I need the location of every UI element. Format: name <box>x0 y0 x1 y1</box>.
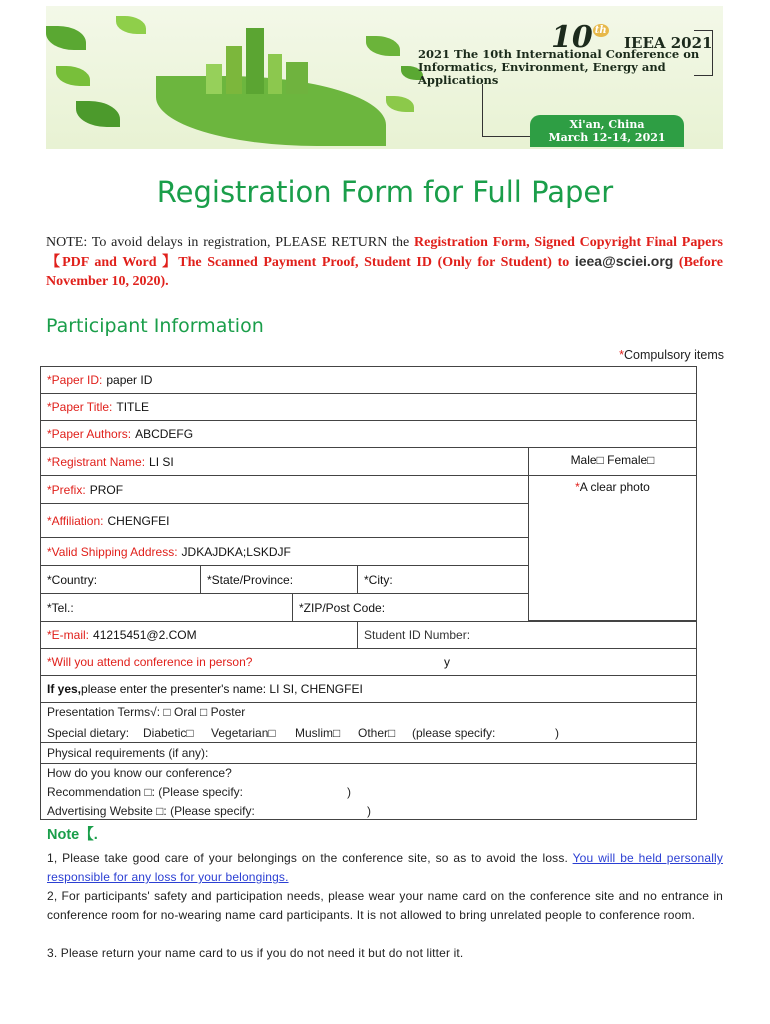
note-item-1: 1, Please take good care of your belongings on the conference site, so as to avoid the loss. You will be held personally responsible for any loss for your belongings. <box>47 851 723 884</box>
leaf-decoration <box>386 96 414 112</box>
paper-id-field[interactable]: *Paper ID: paper ID <box>40 366 697 394</box>
contact-email: ieea@sciei.org <box>574 253 674 269</box>
edition-number: 10 $^{th}$ <box>551 20 607 55</box>
city-building <box>246 28 264 94</box>
compulsory-legend: *Compulsory items <box>619 348 724 362</box>
attend-in-person-field[interactable]: *Will you attend conference in person? y <box>40 648 697 676</box>
gender-options[interactable]: Male□ Female□ <box>528 447 697 476</box>
email-field[interactable]: *E-mail: 41215451@2.COM <box>40 621 358 649</box>
conference-name: 2021 The 10th International Conference on Informatics, Environment, Energy and Applications <box>418 47 700 87</box>
city-building <box>268 54 282 94</box>
shipping-address-field[interactable]: *Valid Shipping Address: JDKAJDKA;LSKDJF <box>40 537 529 566</box>
advertising-option[interactable]: Advertising Website □: (Please specify: ) <box>47 804 371 818</box>
photo-box[interactable]: * A clear photo <box>528 475 697 621</box>
affiliation-field[interactable]: *Affiliation: CHENGFEI <box>40 503 529 538</box>
prefix-field[interactable]: *Prefix: PROF <box>40 475 529 504</box>
note-item-3: 3. Please return your name card to us if you do not need it but do not litter it. <box>47 946 464 960</box>
leaf-decoration <box>46 26 86 50</box>
leaf-decoration <box>366 36 400 56</box>
paper-authors-field[interactable]: *Paper Authors: ABCDEFG <box>40 420 697 448</box>
recommendation-option[interactable]: Recommendation □: (Please specify: ) <box>47 785 351 799</box>
notes-heading: Note【. <box>47 827 98 843</box>
tel-field[interactable]: *Tel.: <box>40 593 293 622</box>
additional-info-block <box>40 702 697 820</box>
responsibility-link[interactable]: You will be held personally responsible for any loss for your belongings. <box>47 851 723 884</box>
presenter-name-field[interactable]: If yes, please enter the presenter's name: LI SI, CHENGFEI <box>40 675 697 703</box>
city-field[interactable]: *City: <box>357 565 529 594</box>
registration-note: NOTE: To avoid delays in registration, PLEASE RETURN the Registration Form, Signed Copyright Final Papers【PDF and Word 】The Scanned Payment Proof, Student ID (Only for Student) to ieea@sciei.org (Before November 10, 2020). <box>46 235 724 289</box>
brand-name: IEEA 2021 <box>624 34 713 52</box>
participant-form <box>40 366 697 820</box>
bracket-line <box>482 84 531 137</box>
divider <box>40 763 697 764</box>
divider <box>40 742 697 743</box>
registrant-name-field[interactable]: *Registrant Name: LI SI <box>40 447 529 476</box>
physical-requirements[interactable]: Physical requirements (if any): <box>47 746 209 760</box>
section-title: Participant Information <box>46 315 264 337</box>
page-title: Registration Form for Full Paper <box>156 175 614 209</box>
state-field[interactable]: *State/Province: <box>200 565 358 594</box>
conference-banner <box>46 6 723 149</box>
country-field[interactable]: *Country: <box>40 565 201 594</box>
city-building <box>206 64 222 94</box>
how-know-question: How do you know our conference? <box>47 766 232 780</box>
leaf-decoration <box>116 16 146 34</box>
leaf-decoration <box>56 66 90 86</box>
student-id-field[interactable]: Student ID Number: <box>357 621 697 649</box>
paper-title-field[interactable]: *Paper Title: TITLE <box>40 393 697 421</box>
leaf-decoration <box>76 101 120 127</box>
city-building <box>286 62 308 94</box>
zip-field[interactable]: *ZIP/Post Code: <box>292 593 529 622</box>
special-dietary[interactable]: Special dietary: Diabetic□ Vegetarian□ Muslim□ Other□ (please specify: ) <box>47 726 559 740</box>
presentation-terms[interactable]: Presentation Terms√: □ Oral □ Poster <box>47 705 246 719</box>
note-item-2: 2, For participants' safety and participation needs, please wear your name card on the conference site and no entrance in conference room for no-wearing name card participants. It is not allowed to bring unrelated people to conference room. <box>47 889 723 922</box>
location-dates-badge: Xi'an, China March 12-14, 2021 <box>530 115 684 147</box>
city-building <box>226 46 242 94</box>
